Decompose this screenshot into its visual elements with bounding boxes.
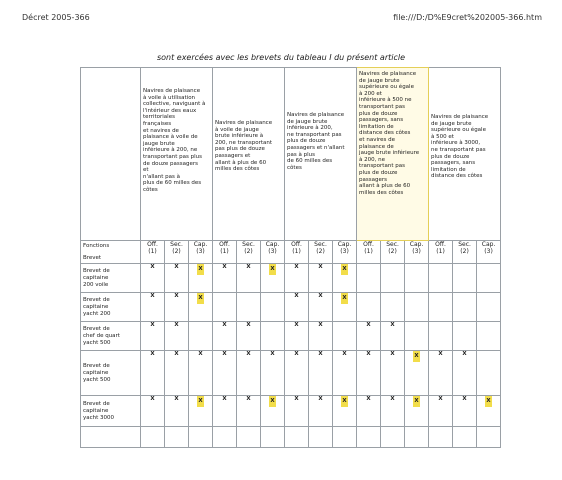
vessel-category-text: Navires de plaisance à voile à utilisation collective, naviguant à l'intérieur des eaux territoriales françaises et navires de plaisance à voile de jauge brute inférieure à 200, ne transportant pas plus de douze passagers et n'allant pas à plus de 60 milles des côtes <box>143 88 206 193</box>
subcolumn-header: Off. (1) <box>213 241 237 264</box>
x-mark: X <box>438 351 443 357</box>
function-cell <box>333 264 357 293</box>
x-mark: X <box>174 293 179 299</box>
subcolumn-header: Sec. (2) <box>309 241 333 264</box>
function-cell <box>189 396 213 427</box>
x-mark: X <box>462 396 467 402</box>
function-cell <box>381 396 405 427</box>
subcolumn-header: Off. (1) <box>285 241 309 264</box>
empty-cell <box>81 427 141 448</box>
x-mark: X <box>150 396 155 402</box>
row-label-header <box>81 241 141 264</box>
brevet-name: Brevet de capitaine yacht 500 <box>81 351 141 396</box>
x-mark: X <box>318 264 323 270</box>
brevet-name: Brevet de capitaine 200 voile <box>81 264 141 293</box>
x-mark: X <box>198 351 203 357</box>
brevet-row <box>81 322 501 351</box>
x-mark: X <box>462 351 467 357</box>
function-cell <box>357 264 381 293</box>
function-cell <box>237 264 261 293</box>
x-mark: X <box>390 351 395 357</box>
function-cell <box>333 351 357 396</box>
empty-cell <box>237 427 261 448</box>
x-mark: X <box>318 293 323 299</box>
fonctions-label: Fonctions <box>83 243 110 249</box>
x-mark: X <box>150 293 155 299</box>
vessel-category-text: Navires de plaisance de jauge brute inférieure à 200, ne transportant pas plus de douze passagers et n'allant pas à plus de 60 milles des côtes <box>287 112 345 171</box>
function-cell <box>141 293 165 322</box>
function-cell <box>309 293 333 322</box>
x-mark: X <box>318 351 323 357</box>
function-cell <box>381 351 405 396</box>
subcolumn-header: Cap. (3) <box>189 241 213 264</box>
highlighted-x-mark: X <box>269 396 275 407</box>
function-cell <box>453 396 477 427</box>
function-cell <box>237 322 261 351</box>
empty-cell <box>429 427 453 448</box>
group-header-row <box>81 68 501 241</box>
function-cell <box>141 351 165 396</box>
empty-row <box>81 427 501 448</box>
x-mark: X <box>294 396 299 402</box>
x-mark: X <box>294 351 299 357</box>
x-mark: X <box>318 396 323 402</box>
x-mark: X <box>150 322 155 328</box>
brevet-row <box>81 293 501 322</box>
subcolumn-header: Cap. (3) <box>477 241 501 264</box>
brevet-row <box>81 264 501 293</box>
function-cell <box>189 293 213 322</box>
highlighted-x-mark: X <box>341 396 347 407</box>
x-mark: X <box>174 322 179 328</box>
vessel-category-1 <box>141 68 213 241</box>
function-cell <box>285 396 309 427</box>
function-cell <box>285 264 309 293</box>
brevets-table <box>80 67 501 448</box>
x-mark: X <box>366 396 371 402</box>
x-mark: X <box>174 396 179 402</box>
function-cell <box>309 351 333 396</box>
function-cell <box>405 293 429 322</box>
function-cell <box>309 396 333 427</box>
function-cell <box>261 351 285 396</box>
brevet-name: Brevet de capitaine yacht 3000 <box>81 396 141 427</box>
subcolumn-header: Sec. (2) <box>453 241 477 264</box>
subcolumn-header: Cap. (3) <box>333 241 357 264</box>
function-cell <box>357 396 381 427</box>
function-cell <box>165 293 189 322</box>
x-mark: X <box>246 396 251 402</box>
function-cell <box>309 264 333 293</box>
x-mark: X <box>294 322 299 328</box>
x-mark: X <box>438 396 443 402</box>
x-mark: X <box>294 293 299 299</box>
empty-cell <box>477 427 501 448</box>
function-cell <box>381 293 405 322</box>
function-cell <box>141 264 165 293</box>
x-mark: X <box>150 264 155 270</box>
function-cell <box>357 322 381 351</box>
brevet-row <box>81 396 501 427</box>
empty-cell <box>165 427 189 448</box>
function-cell <box>261 293 285 322</box>
x-mark: X <box>246 351 251 357</box>
function-cell <box>213 264 237 293</box>
function-cell <box>261 264 285 293</box>
function-cell <box>189 322 213 351</box>
x-mark: X <box>366 322 371 328</box>
function-cell <box>405 351 429 396</box>
page-header-left: Décret 2005-366 <box>22 13 90 22</box>
x-mark: X <box>390 322 395 328</box>
function-cell <box>453 322 477 351</box>
function-cell <box>165 396 189 427</box>
subcolumn-header: Off. (1) <box>141 241 165 264</box>
function-cell <box>453 293 477 322</box>
function-cell <box>333 322 357 351</box>
x-mark: X <box>318 322 323 328</box>
brevet-row <box>81 351 501 396</box>
function-cell <box>285 322 309 351</box>
function-cell <box>357 293 381 322</box>
function-cell <box>429 351 453 396</box>
function-cell <box>477 264 501 293</box>
function-cell <box>213 396 237 427</box>
highlighted-x-mark: X <box>197 396 203 407</box>
highlighted-x-mark: X <box>341 293 347 304</box>
function-cell <box>429 396 453 427</box>
empty-cell <box>333 427 357 448</box>
table-caption: sont exercées avec les brevets du tableau I du présent article <box>156 53 406 62</box>
highlighted-x-mark: X <box>341 264 347 275</box>
x-mark: X <box>174 264 179 270</box>
x-mark: X <box>246 264 251 270</box>
vessel-category-text: Navires de plaisance à voile de jauge brute inférieure à 200, ne transportant pas plus de douze passagers et allant à plus de 60 milles des côtes <box>215 120 273 173</box>
function-cell <box>405 322 429 351</box>
page-header-url: file:///D:/D%E9cret%202005-366.htm <box>393 13 542 22</box>
empty-cell <box>141 427 165 448</box>
subcolumn-header: Off. (1) <box>357 241 381 264</box>
function-cell <box>165 264 189 293</box>
vessel-category-4 <box>357 68 429 241</box>
brevet-label: Brevet <box>83 254 102 261</box>
subcolumn-header-row <box>81 241 501 264</box>
function-cell <box>261 322 285 351</box>
subcolumn-header: Cap. (3) <box>405 241 429 264</box>
x-mark: X <box>366 351 371 357</box>
function-cell <box>285 351 309 396</box>
x-mark: X <box>246 322 251 328</box>
function-cell <box>333 293 357 322</box>
function-cell <box>141 322 165 351</box>
brevet-name: Brevet de chef de quart yacht 500 <box>81 322 141 351</box>
vessel-category-text: Navires de plaisance de jauge brute supérieure ou égale à 500 et inférieure à 3000, ne transportant pas plus de douze passagers, sans limitation de distance des côtes <box>431 114 489 180</box>
function-cell <box>237 396 261 427</box>
function-cell <box>141 396 165 427</box>
function-cell <box>381 322 405 351</box>
empty-cell <box>285 427 309 448</box>
x-mark: X <box>150 351 155 357</box>
x-mark: X <box>342 351 347 357</box>
empty-cell <box>381 427 405 448</box>
function-cell <box>453 351 477 396</box>
function-cell <box>381 264 405 293</box>
highlighted-x-mark: X <box>197 264 203 275</box>
function-cell <box>213 322 237 351</box>
corner-cell <box>81 68 141 241</box>
function-cell <box>477 293 501 322</box>
x-mark: X <box>390 396 395 402</box>
function-cell <box>237 293 261 322</box>
vessel-category-2 <box>213 68 285 241</box>
highlighted-x-mark: X <box>269 264 275 275</box>
x-mark: X <box>222 396 227 402</box>
function-cell <box>405 264 429 293</box>
empty-cell <box>213 427 237 448</box>
empty-cell <box>189 427 213 448</box>
brevet-name: Brevet de capitaine yacht 200 <box>81 293 141 322</box>
subcolumn-header: Off. (1) <box>429 241 453 264</box>
highlighted-x-mark: X <box>197 293 203 304</box>
subcolumn-header: Sec. (2) <box>165 241 189 264</box>
function-cell <box>405 396 429 427</box>
x-mark: X <box>294 264 299 270</box>
function-cell <box>429 322 453 351</box>
function-cell <box>309 322 333 351</box>
x-mark: X <box>222 264 227 270</box>
function-cell <box>189 351 213 396</box>
x-mark: X <box>222 322 227 328</box>
function-cell <box>477 322 501 351</box>
function-cell <box>333 396 357 427</box>
function-cell <box>261 396 285 427</box>
vessel-category-3 <box>285 68 357 241</box>
function-cell <box>429 293 453 322</box>
function-cell <box>429 264 453 293</box>
function-cell <box>477 396 501 427</box>
function-cell <box>477 351 501 396</box>
function-cell <box>357 351 381 396</box>
function-cell <box>213 351 237 396</box>
x-mark: X <box>270 351 275 357</box>
vessel-category-5 <box>429 68 501 241</box>
subcolumn-header: Cap. (3) <box>261 241 285 264</box>
highlighted-x-mark: X <box>413 396 419 407</box>
empty-cell <box>453 427 477 448</box>
function-cell <box>237 351 261 396</box>
function-cell <box>189 264 213 293</box>
highlighted-x-mark: X <box>485 396 491 407</box>
empty-cell <box>405 427 429 448</box>
function-cell <box>453 264 477 293</box>
x-mark: X <box>174 351 179 357</box>
empty-cell <box>357 427 381 448</box>
subcolumn-header: Sec. (2) <box>237 241 261 264</box>
function-cell <box>213 293 237 322</box>
function-cell <box>165 351 189 396</box>
function-cell <box>165 322 189 351</box>
subcolumn-header: Sec. (2) <box>381 241 405 264</box>
highlighted-x-mark: X <box>413 351 419 362</box>
x-mark: X <box>222 351 227 357</box>
vessel-category-text: Navires de plaisance de jauge brute supérieure ou égale à 200 et inférieure à 500 ne transportant pas plus de douze passagers, sans limitation de distance des côtes et navires de plaisance de jauge brute inférieure à 200, ne transportant pas plus de douze passagers allant à plus de 60 milles des côtes <box>359 71 420 196</box>
empty-cell <box>309 427 333 448</box>
function-cell <box>285 293 309 322</box>
empty-cell <box>261 427 285 448</box>
